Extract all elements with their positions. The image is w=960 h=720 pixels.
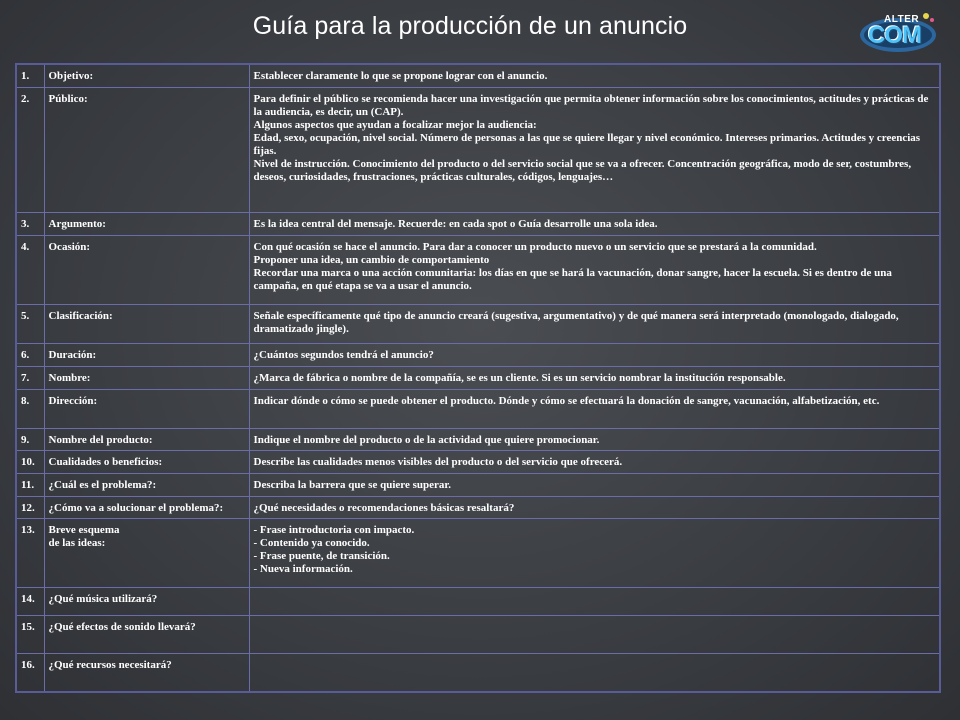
description-line: Indique el nombre del producto o de la actividad que quiere promocionar. [253,433,600,446]
row-number: 5. [16,305,44,344]
description-line: Algunos aspectos que ayudan a focalizar mejor la audiencia: [253,118,537,131]
guide-row [16,366,940,389]
guide-row [16,344,940,367]
description-line: ¿Qué necesidades o recomendaciones básicas resaltará? [253,501,515,514]
description-line: Con qué ocasión se hace el anuncio. Para dar a conocer un producto nuevo o un servicio que se prestará a la comunidad. [253,241,817,254]
page-title: Guía para la producción de un anuncio [252,12,688,40]
row-description [249,344,940,367]
row-field-label: Duración: [44,344,249,367]
row-number: 9. [16,428,44,451]
row-number: 1. [16,64,44,87]
row-description [249,305,940,344]
description-line: - Frase puente, de transición. [253,550,390,563]
row-field-label: ¿Qué música utilizará? [44,588,249,616]
row-description [249,428,940,451]
description-line: Describa la barrera que se quiere superar. [253,478,451,491]
guide-row [16,236,940,305]
row-description [249,473,940,496]
description-line: Indicar dónde o cómo se puede obtener el producto. Dónde y cómo se efectuará la donación de sangre, vacunación, alfabetización, etc. [253,394,880,407]
row-number: 15. [16,616,44,654]
row-description [249,389,940,428]
row-field-label: Clasificación: [44,305,249,344]
row-number: 16. [16,654,44,692]
row-field-label: ¿Qué efectos de sonido llevará? [44,616,249,654]
row-number: 14. [16,588,44,616]
description-line: Señale específicamente qué tipo de anuncio creará (sugestiva, argumentativo) y de qué manera será interpretado (monologado, dialogado, dramatizado jingle). [253,310,899,336]
guide-row [16,305,940,344]
guide-row [16,389,940,428]
row-description [249,366,940,389]
guide-row [16,87,940,213]
altercom-logo [854,6,944,56]
description-line: - Nueva información. [253,563,353,576]
guide-table [15,63,941,693]
row-description [249,616,940,654]
row-description [249,451,940,474]
row-field-label: Dirección: [44,389,249,428]
description-line: Edad, sexo, ocupación, nivel social. Número de personas a las que se quiere llegar y nivel económico. Intereses primarios. Actitudes y creencias fijas. [253,131,921,157]
guide-row [16,64,940,87]
description-line: - Frase introductoria con impacto. [253,524,415,537]
guide-row [16,588,940,616]
row-description [249,654,940,692]
row-number: 8. [16,389,44,428]
row-number: 12. [16,496,44,519]
description-line: Establecer claramente lo que se propone lograr con el anuncio. [253,70,548,82]
row-field-label: Ocasión: [44,236,249,305]
row-number: 4. [16,236,44,305]
row-description [249,496,940,519]
logo-bottom-text: COM [868,22,921,49]
row-number: 6. [16,344,44,367]
logo-top-text: ALTER [884,14,920,25]
row-field-label [44,519,249,588]
row-field-label: Argumento: [44,213,249,236]
description-line: Nivel de instrucción. Conocimiento del producto o del servicio social que se va a ofrecer. Concentración geográfica, modo de ser, costumbres, deseos, curiosidades, frustraciones, prácticas culturales, códigos, lenguajes… [253,157,912,183]
row-description [249,87,940,213]
description-line: Describe las cualidades menos visibles del producto o del servicio que ofrecerá. [253,456,623,469]
row-field-label: Objetivo: [44,64,249,87]
row-number: 13. [16,519,44,588]
description-line: Es la idea central del mensaje. Recuerde: en cada spot o Guía desarrolle una sola idea. [253,218,658,231]
field-label-line: de las ideas: [48,537,106,550]
row-description [249,64,940,87]
row-description [249,588,940,616]
row-number: 3. [16,213,44,236]
row-number: 7. [16,366,44,389]
row-number: 11. [16,473,44,496]
description-line: Recordar una marca o una acción comunitaria: los días en que se hará la vacunación, donar sangre, hacer la escuela. Si es dentro de una campaña, en qué etapa se va a usar el anuncio. [253,267,892,293]
description-line: ¿Marca de fábrica o nombre de la compañía, se es un cliente. Si es un servicio nombrar la institución responsable. [253,371,786,384]
row-field-label: ¿Cuál es el problema?: [44,473,249,496]
description-line: Proponer una idea, un cambio de comportamiento [253,254,490,267]
row-field-label: Nombre: [44,366,249,389]
guide-row [16,428,940,451]
guide-row [16,616,940,654]
guide-row [16,451,940,474]
row-description [249,519,940,588]
guide-row [16,213,940,236]
row-description [249,236,940,305]
guide-row [16,496,940,519]
row-field-label: Público: [44,87,249,213]
row-field-label: Cualidades o beneficios: [44,451,249,474]
description-line: ¿Cuántos segundos tendrá el anuncio? [253,349,434,362]
field-label-line: Breve esquema [48,524,120,537]
row-field-label: Nombre del producto: [44,428,249,451]
row-number: 10. [16,451,44,474]
description-line: - Contenido ya conocido. [253,537,370,550]
row-field-label: ¿Cómo va a solucionar el problema?: [44,496,249,519]
row-field-label: ¿Qué recursos necesitará? [44,654,249,692]
description-line: Para definir el público se recomienda hacer una investigación que permita obtener información sobre los conocimientos, actitudes y prácticas de la audiencia, es decir, un (CAP). [253,92,929,118]
row-number: 2. [16,87,44,213]
guide-row [16,473,940,496]
guide-row [16,519,940,588]
guide-row [16,654,940,692]
row-description [249,213,940,236]
guide-table-body [16,64,940,692]
